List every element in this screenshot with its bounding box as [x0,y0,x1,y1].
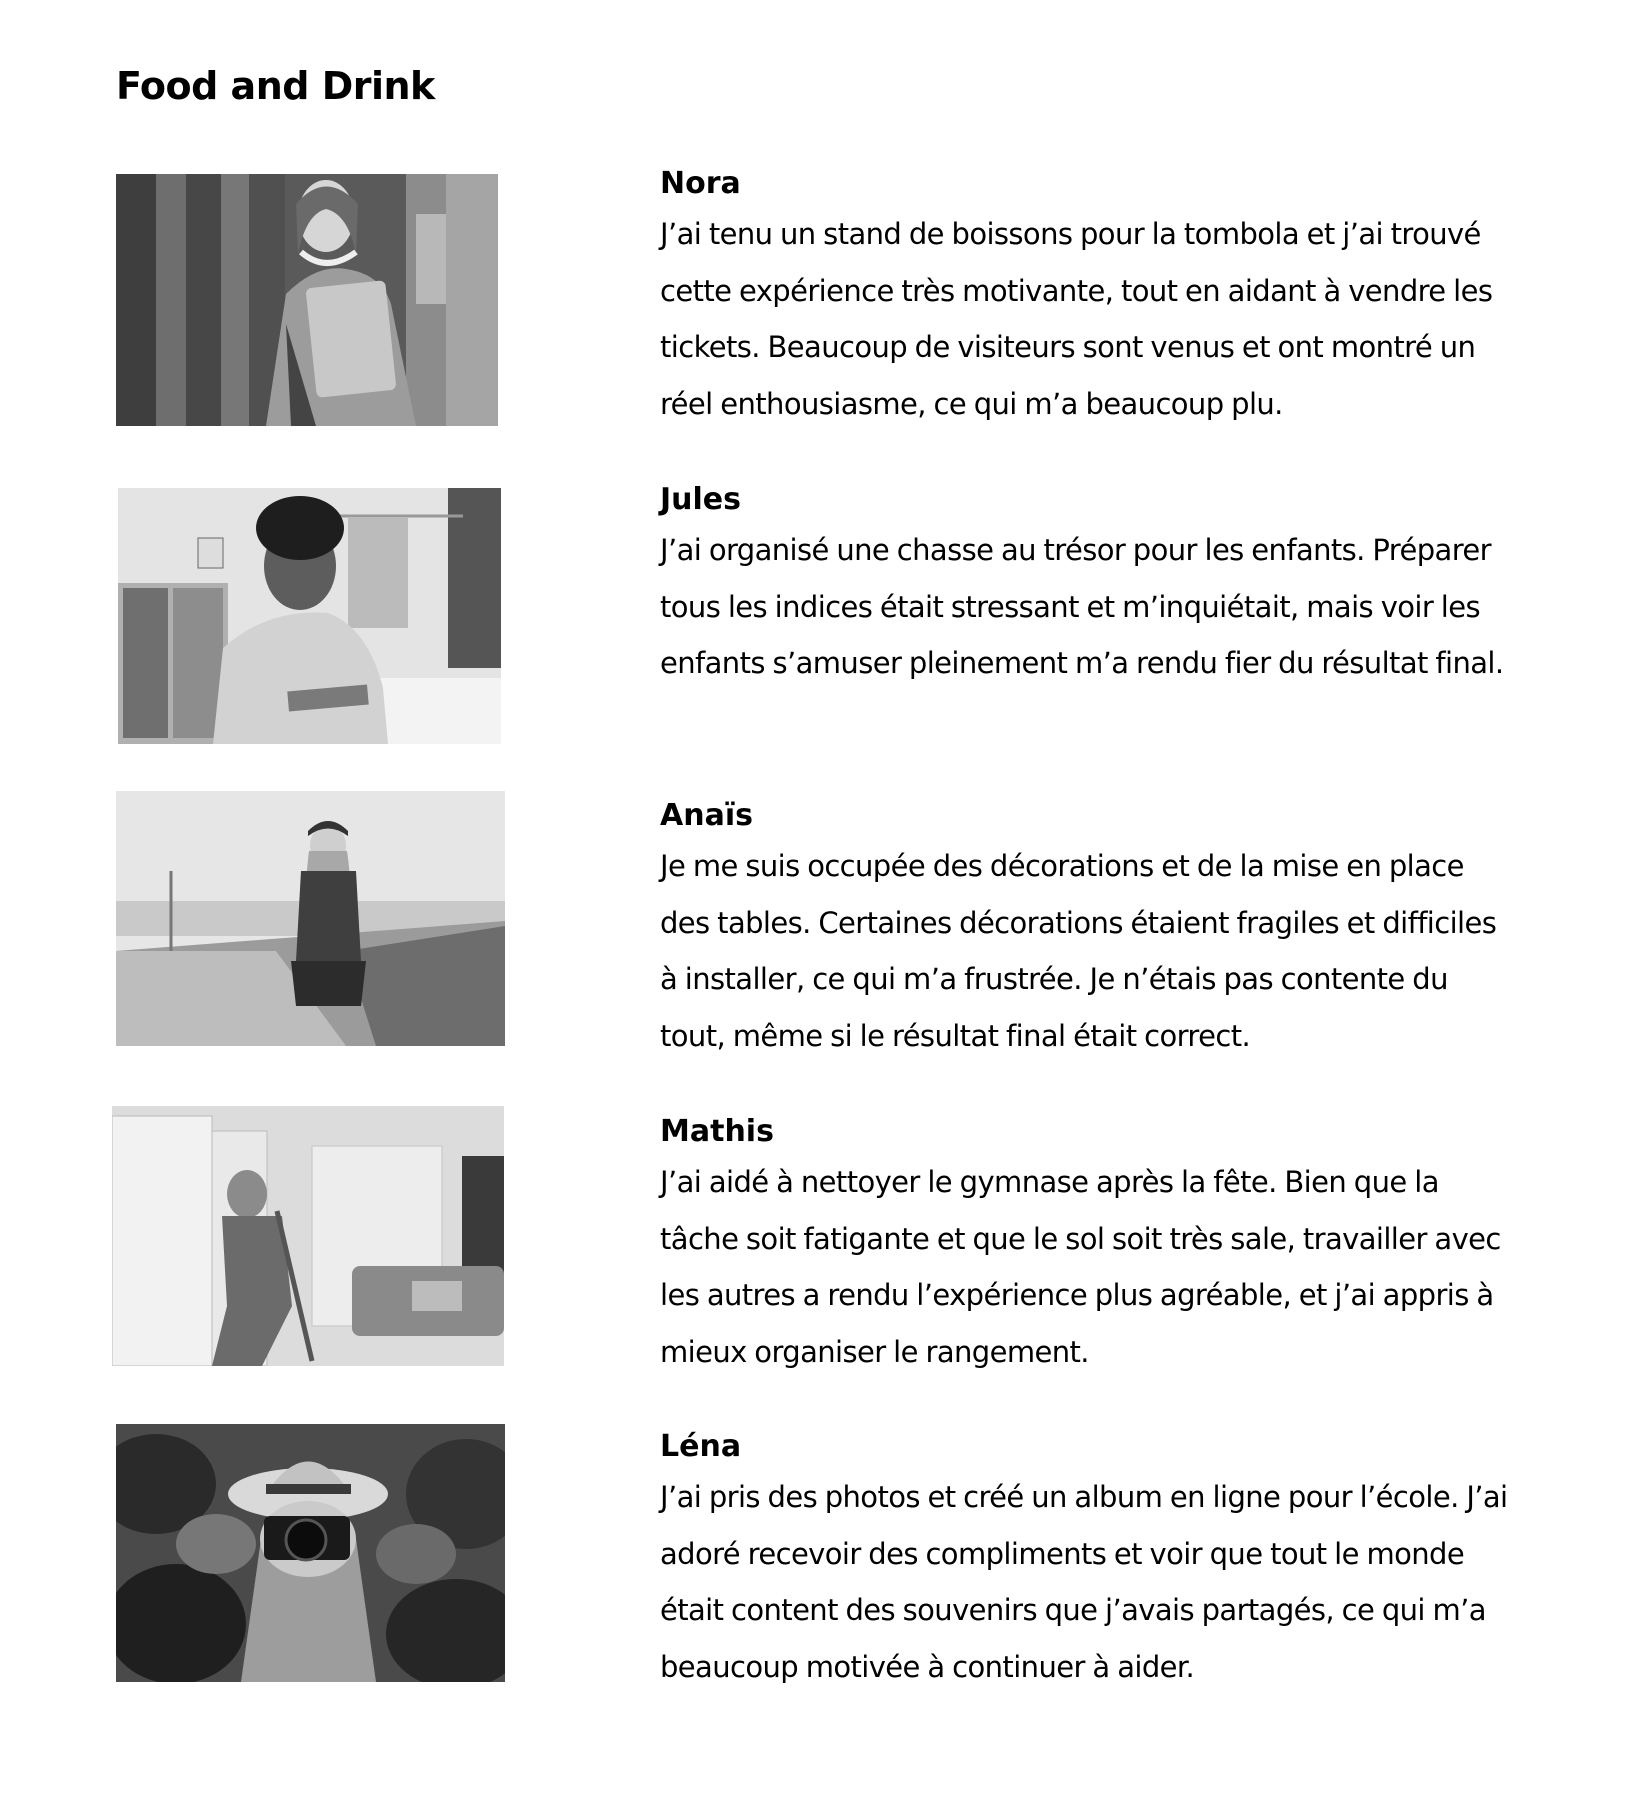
entry-text: J’ai aidé à nettoyer le gymnase après la fête. Bien que la tâche soit fatigante et que le sol soit très sale, travailler avec les autres a rendu l’expérience plus agréable, et j’ai appris à mieux organiser le rangement. [660,1165,1501,1369]
page-title: Food and Drink [116,64,435,108]
entry-name: Anaïs [660,798,753,833]
entry-text: J’ai pris des photos et créé un album en ligne pour l’école. J’ai adoré recevoir des compliments et voir que tout le monde était content des souvenirs que j’avais partagés, ce qui m’a beaucoup motivée à continuer à aider. [660,1480,1508,1684]
entry-name: Nora [660,166,741,201]
entry-name: Léna [660,1429,742,1464]
entry-text: Je me suis occupée des décorations et de la mise en place des tables. Certaines décorations étaient fragiles et difficiles à installer, ce qui m’a frustrée. Je n’étais pas contente du tout, même si le résultat final était correct. [660,849,1497,1053]
smiling-girl-holding-laptop-photo [116,174,498,426]
entry-name: Mathis [660,1114,774,1149]
entry-name: Jules [660,482,742,517]
entry-text: J’ai tenu un stand de boissons pour la tombola et j’ai trouvé cette expérience très motivante, tout en aidant à vendre les tickets. Beaucoup de visiteurs sont venus et ont montré un réel enthousiasme, ce qui m’a beaucoup plu. [660,217,1493,421]
smiling-boy-with-tablet-photo [118,488,501,744]
entry-text: J’ai organisé une chasse au trésor pour les enfants. Préparer tous les indices était stressant et m’inquiétait, mais voir les enfants s’amuser pleinement m’a rendu fier du résultat final. [660,533,1504,680]
girl-crouching-on-wall-photo [116,791,505,1046]
girl-with-camera-and-hat-photo [116,1424,505,1682]
person-with-broom-in-living-room-photo [112,1106,504,1366]
